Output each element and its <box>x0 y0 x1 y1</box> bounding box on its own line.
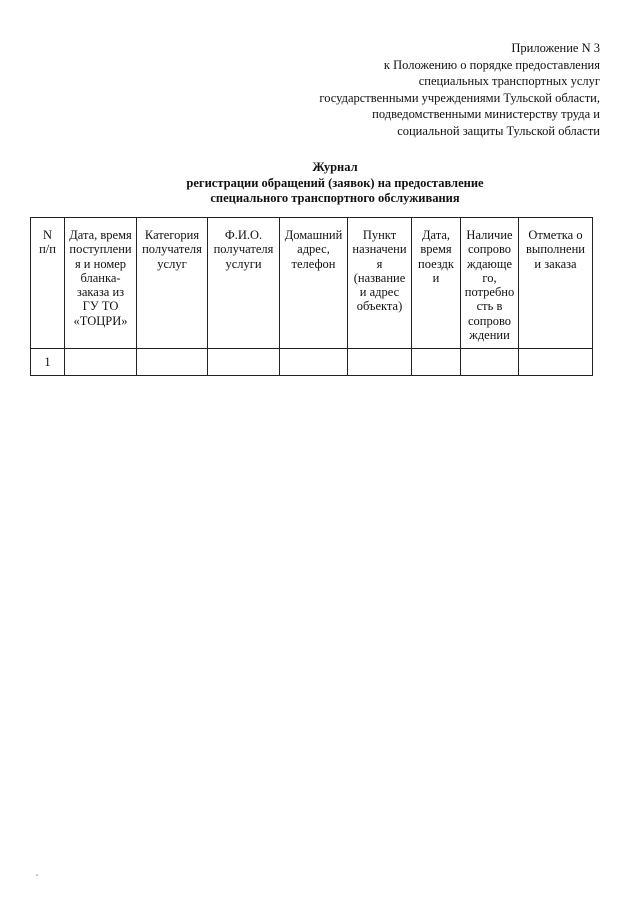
appendix-line: к Положению о порядке предоставления <box>383 57 600 72</box>
header-completion-mark: Отметка о выполнени и заказа <box>519 218 593 349</box>
header-escort: Наличие сопрово ждающе го, потребно сть в сопрово ждении <box>461 218 519 349</box>
table-header-row <box>31 218 593 349</box>
appendix-line: Приложение N 3 <box>511 41 600 55</box>
document-title <box>30 160 640 207</box>
appendix-line: социальной защиты Тульской области <box>397 123 600 138</box>
title-line: Журнал <box>312 160 358 174</box>
table-cell <box>280 349 348 376</box>
table-cell <box>65 349 137 376</box>
table-cell <box>137 349 208 376</box>
header-recipient-category: Категория получателя услуг <box>137 218 208 349</box>
title-line: регистрации обращений (заявок) на предоставление <box>186 175 484 190</box>
table-cell: 1 <box>31 349 65 376</box>
journal-table <box>30 217 593 376</box>
header-number: N п/п <box>31 218 65 349</box>
table-cell <box>412 349 461 376</box>
table-cell <box>461 349 519 376</box>
header-destination: Пункт назначени я (название и адрес объекта) <box>348 218 412 349</box>
scan-speck <box>36 874 38 876</box>
appendix-line: специальных транспортных услуг <box>418 74 600 88</box>
title-line: специального транспортного обслуживания <box>210 191 460 205</box>
header-recipient-name: Ф.И.О. получателя услуги <box>208 218 280 349</box>
table-row <box>31 349 593 376</box>
appendix-line: государственными учреждениями Тульской области, <box>319 90 600 105</box>
appendix-note <box>280 40 600 139</box>
table-cell <box>208 349 280 376</box>
header-trip-datetime: Дата, время поездк и <box>412 218 461 349</box>
table-cell <box>348 349 412 376</box>
header-home-address: Домашний адрес, телефон <box>280 218 348 349</box>
table-cell <box>519 349 593 376</box>
header-received-datetime: Дата, время поступлени я и номер бланка- заказа из ГУ ТО «ТОЦРИ» <box>65 218 137 349</box>
appendix-line: подведомственными министерству труда и <box>372 107 600 121</box>
